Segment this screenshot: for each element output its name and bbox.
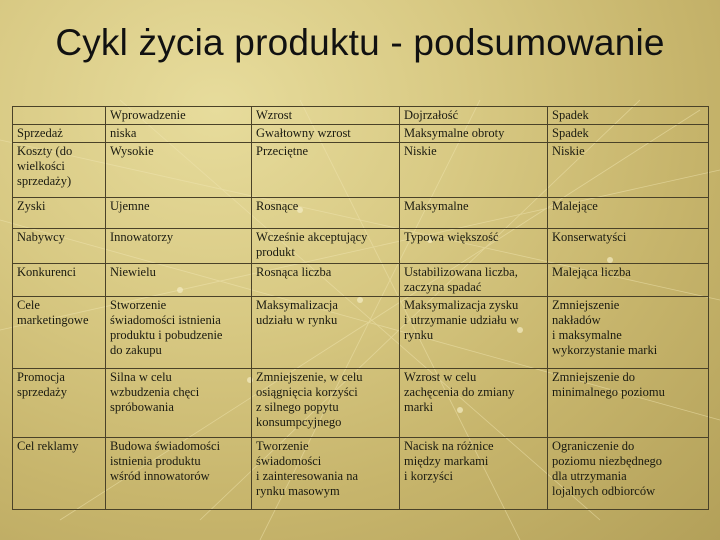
- table-cell: Nacisk na różnice między markami i korzyści: [400, 438, 548, 510]
- table-row: [13, 125, 709, 143]
- header-cell: Spadek: [548, 107, 709, 125]
- table-cell: Malejące: [548, 198, 709, 229]
- table-cell: Ustabilizowana liczba, zaczyna spadać: [400, 264, 548, 297]
- table-row: [13, 264, 709, 297]
- product-lifecycle-table: [12, 106, 709, 510]
- table-row: [13, 297, 709, 369]
- table-cell: Zmniejszenie nakładów i maksymalne wykorzystanie marki: [548, 297, 709, 369]
- table-header-row: [13, 107, 709, 125]
- table-cell: Niskie: [400, 143, 548, 198]
- table-cell: Maksymalizacja udziału w rynku: [252, 297, 400, 369]
- table-row: [13, 369, 709, 438]
- table-cell: Ujemne: [106, 198, 252, 229]
- table-cell: Maksymalne obroty: [400, 125, 548, 143]
- table-cell: Stworzenie świadomości istnienia produktu i pobudzenie do zakupu: [106, 297, 252, 369]
- table-cell: Typowa większość: [400, 229, 548, 264]
- header-cell: Wprowadzenie: [106, 107, 252, 125]
- table-cell: Silna w celu wzbudzenia chęci spróbowania: [106, 369, 252, 438]
- table-cell: Konserwatyści: [548, 229, 709, 264]
- table-cell: Gwałtowny wzrost: [252, 125, 400, 143]
- table-cell: Wysokie: [106, 143, 252, 198]
- table-cell: Maksymalne: [400, 198, 548, 229]
- row-label: Promocja sprzedaży: [13, 369, 106, 438]
- table-cell: Rosnąca liczba: [252, 264, 400, 297]
- table-cell: Tworzenie świadomości i zainteresowania na rynku masowym: [252, 438, 400, 510]
- table-cell: Spadek: [548, 125, 709, 143]
- table-cell: Rosnące: [252, 198, 400, 229]
- table-row: [13, 438, 709, 510]
- table-cell: Niewielu: [106, 264, 252, 297]
- table-cell: Niskie: [548, 143, 709, 198]
- table-cell: Malejąca liczba: [548, 264, 709, 297]
- row-label: Cel reklamy: [13, 438, 106, 510]
- table-cell: Wcześnie akceptujący produkt: [252, 229, 400, 264]
- row-label: Konkurenci: [13, 264, 106, 297]
- table-cell: Budowa świadomości istnienia produktu wśród innowatorów: [106, 438, 252, 510]
- table-cell: Wzrost w celu zachęcenia do zmiany marki: [400, 369, 548, 438]
- row-label: Koszty (do wielkości sprzedaży): [13, 143, 106, 198]
- row-label: Sprzedaż: [13, 125, 106, 143]
- table-cell: Ograniczenie do poziomu niezbędnego dla utrzymania lojalnych odbiorców: [548, 438, 709, 510]
- row-label: Cele marketingowe: [13, 297, 106, 369]
- table-cell: Zmniejszenie do minimalnego poziomu: [548, 369, 709, 438]
- table-cell: Zmniejszenie, w celu osiągnięcia korzyści z silnego popytu konsumpcyjnego: [252, 369, 400, 438]
- row-label: Nabywcy: [13, 229, 106, 264]
- slide-title: Cykl życia produktu - podsumowanie: [55, 22, 665, 63]
- row-label: Zyski: [13, 198, 106, 229]
- header-cell: Dojrzałość: [400, 107, 548, 125]
- table-cell: Maksymalizacja zysku i utrzymanie udziału w rynku: [400, 297, 548, 369]
- header-cell: [13, 107, 106, 125]
- table-row: [13, 198, 709, 229]
- table-cell: Innowatorzy: [106, 229, 252, 264]
- table-cell: niska: [106, 125, 252, 143]
- table-row: [13, 229, 709, 264]
- table-row: [13, 143, 709, 198]
- header-cell: Wzrost: [252, 107, 400, 125]
- table-cell: Przeciętne: [252, 143, 400, 198]
